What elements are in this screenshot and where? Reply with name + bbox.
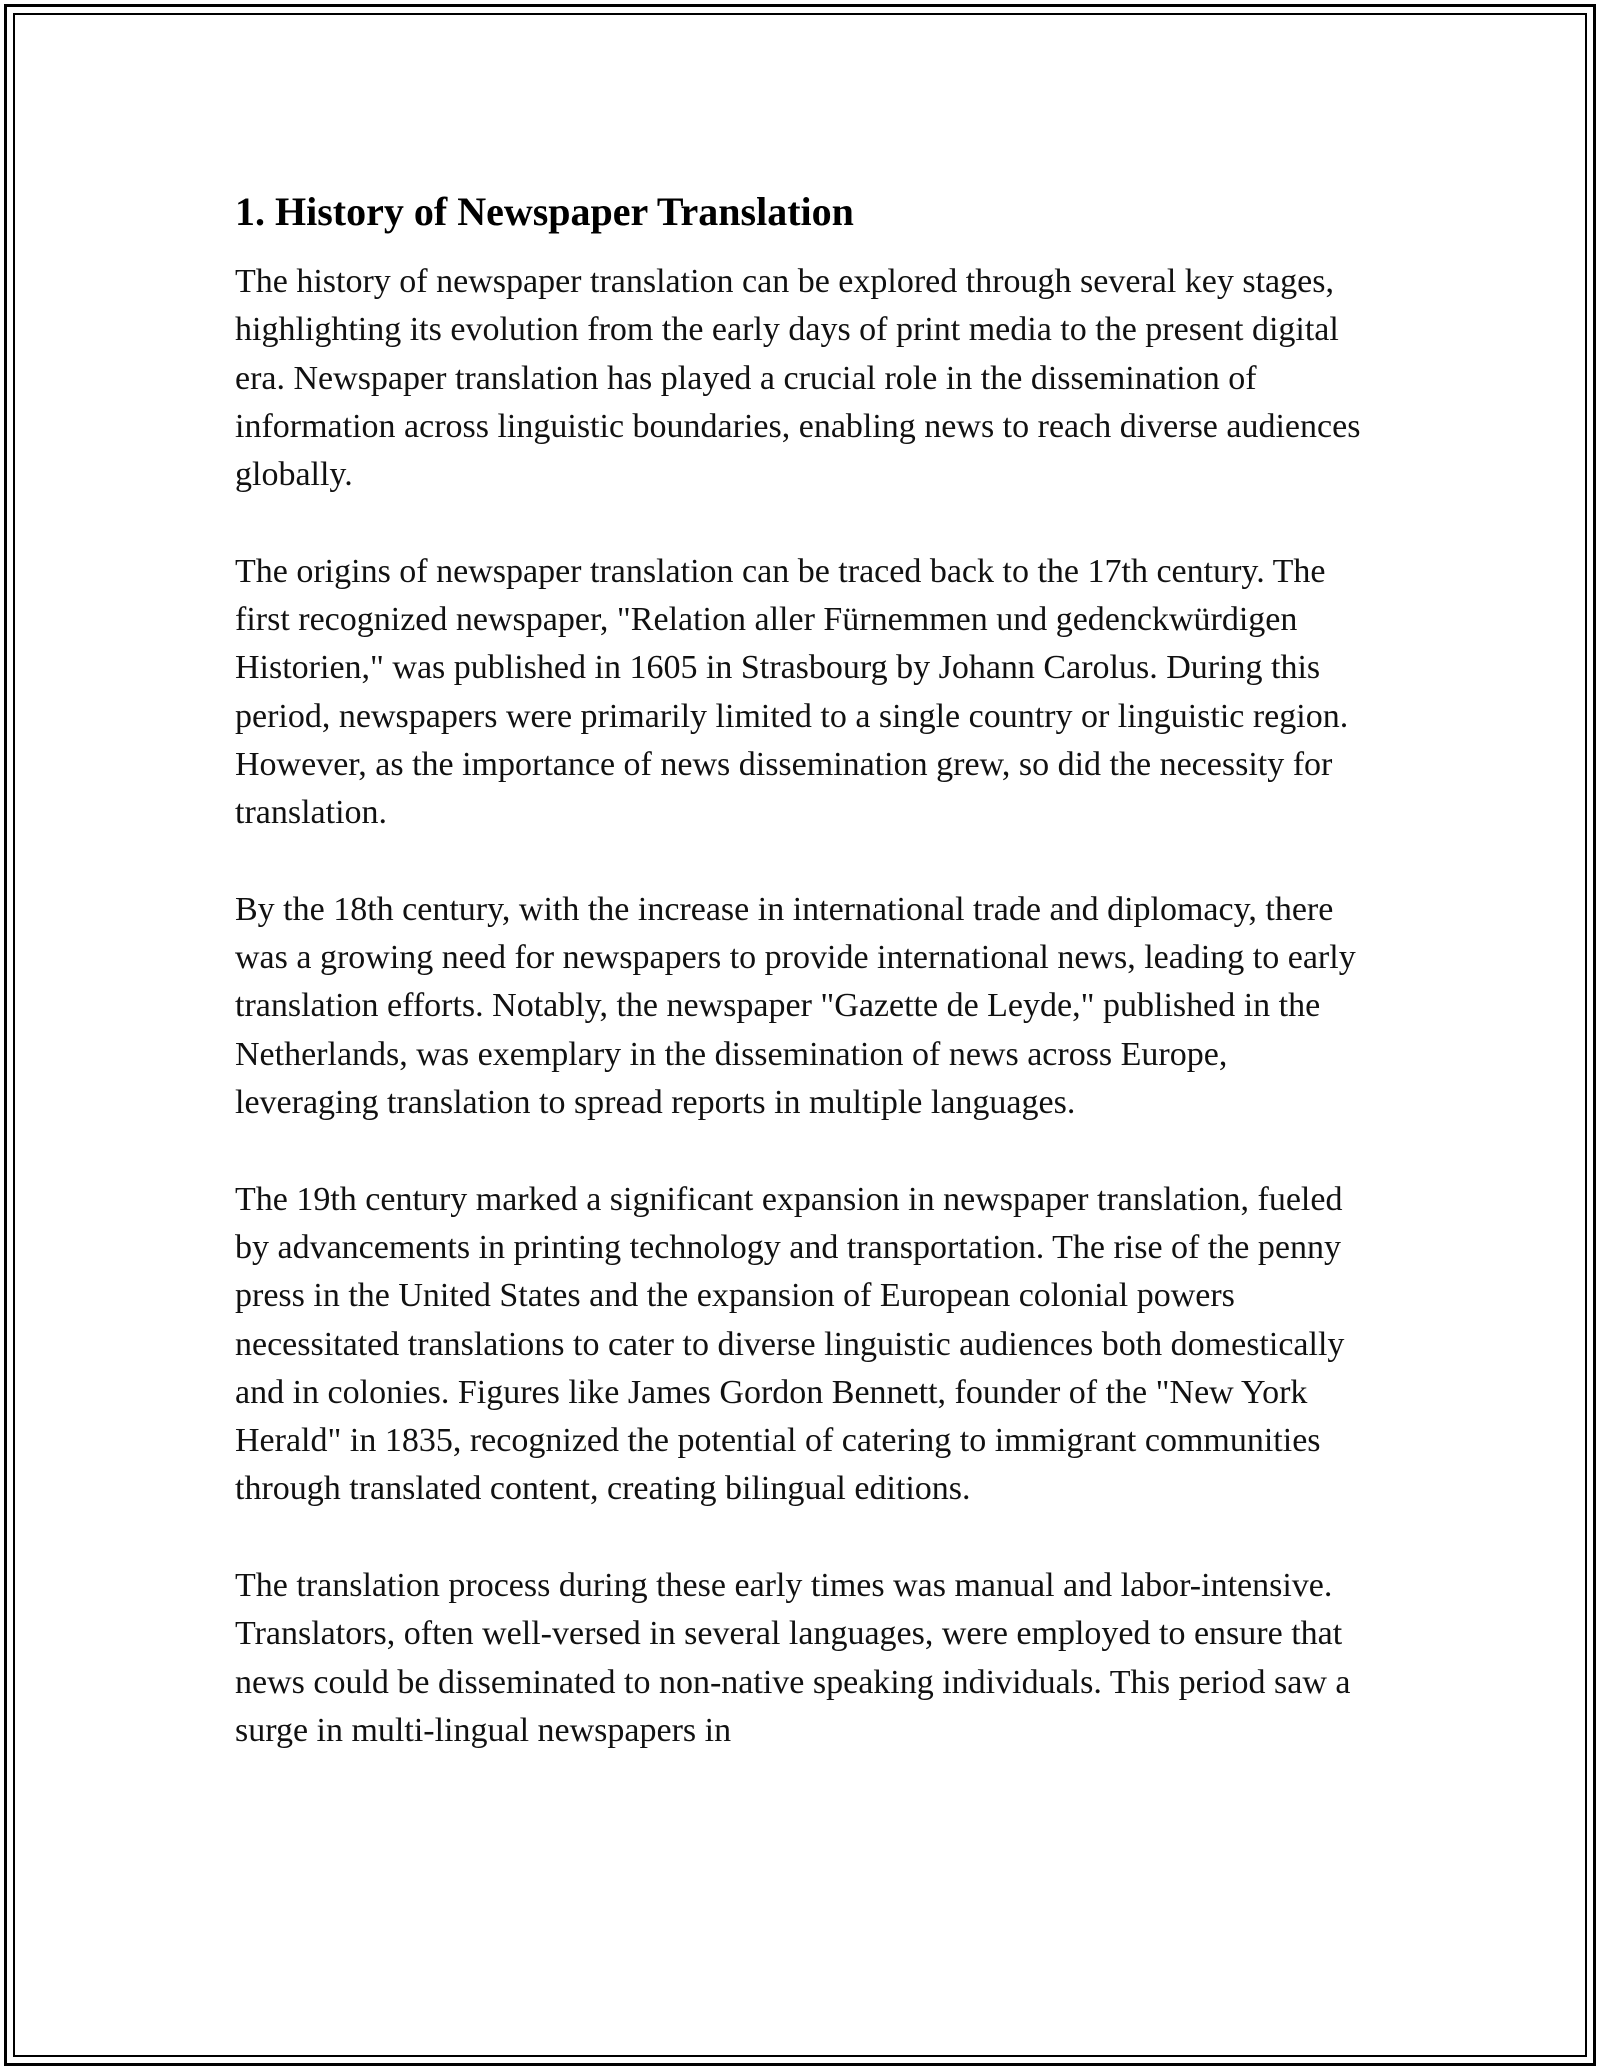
paragraph-19th-century: The 19th century marked a significant expansion in newspaper translation, fueled by advancements in printing technology and transportation. The rise of the penny press in the United States and the expansion of European colonial powers necessitated translations to cater to diverse linguistic audiences both domestically and in colonies. Figures like James Gordon Bennett, founder of the "New York Herald" in 1835, recognized the potential of catering to immigrant communities through translated content, creating bilingual editions. [235, 1180, 1345, 1508]
paragraph-18th-century: By the 18th century, with the increase in international trade and diplomacy, there was a growing need for newspapers to provide international news, leading to early translation efforts. Notably, the newspaper "Gazette de Leyde," published in the Netherlands, was exemplary in the dissemination of news across Europe, leveraging translation to spread reports in multiple languages. [235, 890, 1356, 1122]
paragraph-intro: The history of newspaper translation can be explored through several key stages, highlighting its evolution from the early days of print media to the present digital era. Newspaper translation has played a crucial role in the dissemination of information across linguistic boundaries, enabling news to reach diverse audiences globally. [235, 263, 1361, 494]
paragraph-translation-process: The translation process during these early times was manual and labor-intensive. Translators, often well-versed in several languages, were employed to ensure that news could be disseminated to non-native speaking individuals. This period saw a surge in multi-lingual newspapers in [235, 1567, 1351, 1749]
section-heading: 1. History of Newspaper Translation [235, 189, 854, 234]
document-body [235, 188, 1370, 1804]
paragraph-origins: The origins of newspaper translation can be traced back to the 17th century. The first recognized newspaper, "Relation aller Fürnemmen und gedenckwürdigen Historien," was published in 1605 in Strasbourg by Johann Carolus. During this period, newspapers were primarily limited to a single country or linguistic region. However, as the importance of news dissemination grew, so did the necessity for translation. [235, 552, 1349, 832]
